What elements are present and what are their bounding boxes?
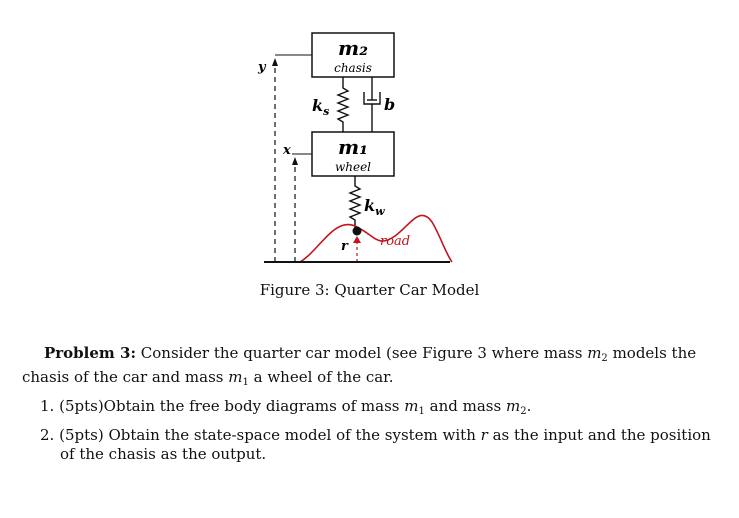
damper-b-label: b [384,95,396,114]
item-m1-sub: 1 [418,406,425,417]
problem-statement [22,344,702,392]
problem-text-c: a wheel of the car. [248,368,394,386]
mass-m1-label: wheel [334,160,372,174]
tire-spring-kw-label: $k_w$ [364,196,385,218]
tire-spring [350,176,360,230]
item-number: 1. [40,397,55,415]
figure-caption: Figure 3: Quarter Car Model [259,281,480,299]
item-points: (5pts) [59,426,104,444]
item-number: 2. [40,426,55,444]
problem-text-a: Consider the quarter car model (see Figure 3 where mass [140,344,588,362]
problem-m2: m [587,344,602,362]
item-m1: m [404,397,419,415]
x-label: x [283,143,291,158]
problem-m1-sub: 1 [242,377,249,388]
item-text: Obtain the state-space model of the system with [103,426,481,444]
item-text: Obtain the free body diagrams of mass [103,397,405,415]
item-text: . [526,397,532,415]
r-arrow-head [353,236,361,243]
mass-m2-symbol: m₂ [338,36,368,60]
item-m2: m [505,397,521,415]
mass-m1-symbol: m₁ [338,135,368,159]
spring-ks-label: $k_s$ [312,96,330,118]
item-points: (5pts) [59,397,104,415]
item-m2-sub: 2 [520,406,527,417]
item-text: and mass [424,397,506,415]
suspension-spring [338,77,348,132]
r-label: r [341,239,348,254]
item-text: as the input and the position of the chasis as the output. [60,426,711,463]
mass-m2-label: chasis [334,61,372,75]
item-var-r: r [480,426,488,444]
problem-m2-sub: 2 [601,353,608,364]
road-label: road [380,234,411,249]
road-profile [300,215,452,262]
contact-point [353,227,362,236]
list-item [40,426,720,464]
y-arrow-head [272,58,278,66]
y-label: y [258,60,266,75]
problem-m1: m [228,368,243,386]
list-item [40,397,720,421]
x-arrow-head [292,157,298,165]
damper [364,77,380,132]
problem-text-b: models the chasis of the car and mass [22,344,697,386]
problem-heading: Problem 3: [44,344,136,362]
